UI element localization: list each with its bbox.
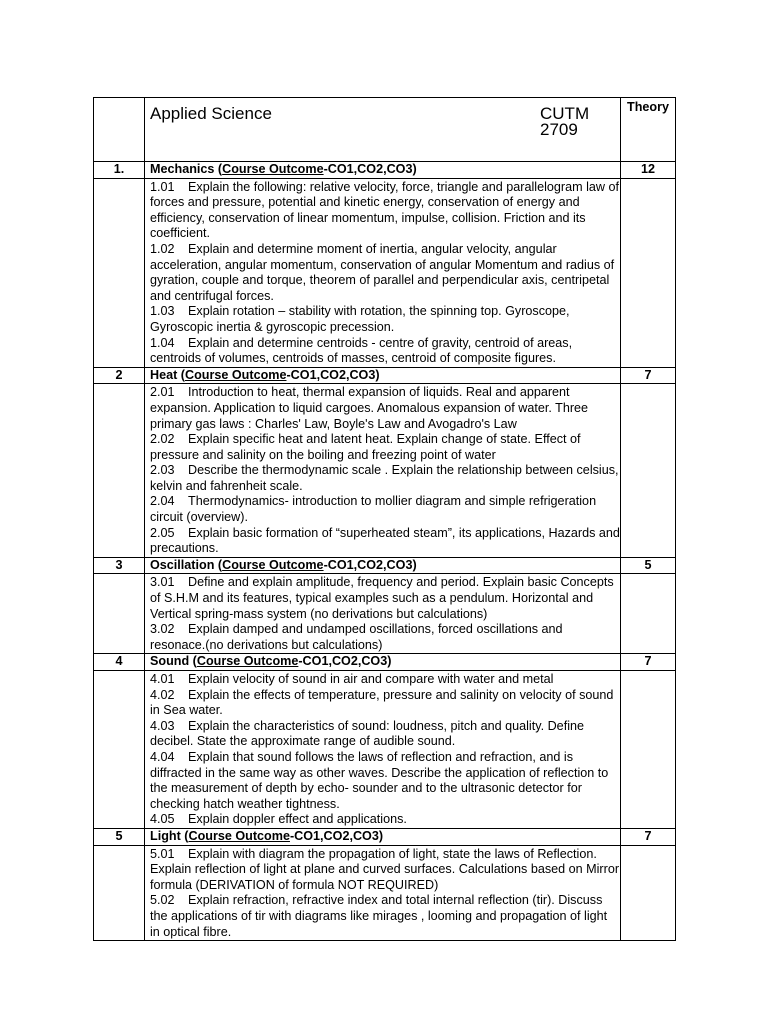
module-topic: Sound (Course Outcome-CO1,CO2,CO3) (145, 654, 621, 671)
objective-item (150, 180, 620, 242)
module-content-row (94, 384, 676, 558)
module-header-row (94, 654, 676, 671)
objective-code: 4.05 (150, 812, 175, 827)
module-items (145, 845, 621, 941)
objective-code: 1.03 (150, 304, 175, 319)
syllabus-table (93, 97, 676, 941)
objective-text: Explain the effects of temperature, pressure and salinity on velocity of sound in Sea water. (150, 687, 614, 718)
objective-text: Explain basic formation of “superheated steam”, its applications, Hazards and precautions. (150, 525, 620, 556)
objective-code: 4.03 (150, 718, 175, 733)
course-outcome-codes: -CO1,CO2,CO3) (289, 828, 384, 843)
objective-item (150, 750, 620, 812)
module-title: Light (150, 828, 181, 843)
empty-cell (621, 384, 676, 558)
module-items (145, 671, 621, 829)
objective-text: Introduction to heat, thermal expansion of liquids. Real and apparent expansion. Application to liquid cargoes. Anomalous expansion of water. Three primary gas laws : Charles' Law, Boyle's Law and Avogadro's Law (150, 385, 589, 431)
objective-text: Explain and determine centroids - centre of gravity, centroid of areas, centroids of volumes, centroids of masses, centroid of composite figures. (150, 335, 573, 366)
theory-label: Theory (621, 98, 676, 162)
module-header-row (94, 557, 676, 574)
module-hours: 12 (621, 162, 676, 179)
course-outcome-label: Course Outcome (222, 557, 324, 572)
module-header-row (94, 367, 676, 384)
objective-item (150, 304, 620, 335)
objective-code: 5.01 (150, 846, 175, 861)
objective-code: 1.04 (150, 335, 175, 350)
objective-text: Thermodynamics- introduction to mollier diagram and simple refrigeration circuit (overview). (150, 494, 597, 525)
header-title-cell (145, 98, 621, 162)
module-content-row (94, 845, 676, 941)
objective-item (150, 526, 620, 557)
objective-text: Explain velocity of sound in air and compare with water and metal (188, 672, 554, 686)
module-hours: 7 (621, 654, 676, 671)
module-header-row (94, 162, 676, 179)
empty-cell (94, 845, 145, 941)
objective-item (150, 385, 620, 432)
objective-text: Explain specific heat and latent heat. Explain change of state. Effect of pressure and salinity on the boiling and freezing point of water (150, 432, 581, 462)
module-hours: 7 (621, 367, 676, 384)
objective-text: Explain and determine moment of inertia, angular velocity, angular acceleration, angular momentum, conservation of angular Momentum and radius of gyration, couple and torque, theorem of parallel and perpendicular axis, centripetal and centrifugal forces. (150, 241, 615, 303)
module-hours: 5 (621, 557, 676, 574)
module-hours: 7 (621, 828, 676, 845)
objective-item (150, 672, 620, 688)
module-title: Mechanics (150, 162, 215, 176)
module-content-row (94, 574, 676, 654)
course-outcome-label: Course Outcome (196, 654, 299, 669)
module-number: 1. (94, 162, 145, 179)
objective-code: 4.01 (150, 672, 175, 686)
empty-cell (621, 574, 676, 654)
module-items (145, 574, 621, 654)
objective-code: 1.01 (150, 179, 175, 194)
objective-code: 4.04 (150, 749, 175, 764)
objective-code: 2.05 (150, 525, 175, 540)
course-name: Applied Science (150, 104, 272, 123)
objective-item (150, 688, 620, 719)
module-topic: Oscillation (Course Outcome-CO1,CO2,CO3) (145, 557, 621, 574)
module-content-row (94, 671, 676, 829)
module-number: 3 (94, 557, 145, 574)
course-outcome-codes: -CO1,CO2,CO3) (298, 654, 392, 669)
empty-cell (621, 178, 676, 367)
module-number: 4 (94, 654, 145, 671)
module-topic: Heat (Course Outcome-CO1,CO2,CO3) (145, 367, 621, 384)
objective-item (150, 812, 620, 828)
objective-item (150, 719, 620, 750)
course-outcome-codes: -CO1,CO2,CO3) (286, 367, 380, 382)
module-title: Heat (150, 367, 178, 382)
objective-text: Explain the characteristics of sound: loudness, pitch and quality. Define decibel. State the approximate range of audible sound. (150, 718, 584, 749)
objective-item (150, 494, 620, 525)
objective-item (150, 622, 620, 653)
objective-code: 2.04 (150, 494, 175, 509)
course-outcome-codes: -CO1,CO2,CO3) (323, 162, 417, 176)
empty-cell (94, 574, 145, 654)
empty-cell (94, 178, 145, 367)
module-items (145, 178, 621, 367)
objective-text: Describe the thermodynamic scale . Explain the relationship between celsius, kelvin and fahrenheit scale. (150, 463, 619, 493)
objective-code: 2.02 (150, 432, 175, 447)
empty-cell (94, 384, 145, 558)
module-number: 5 (94, 828, 145, 845)
header-empty-cell (94, 98, 145, 162)
objective-code: 2.03 (150, 463, 175, 478)
objective-item (150, 463, 620, 494)
objective-text: Explain rotation – stability with rotation, the spinning top. Gyroscope, Gyroscopic inertia & gyroscopic precession. (150, 304, 570, 334)
module-topic: Light (Course Outcome-CO1,CO2,CO3) (145, 828, 621, 845)
objective-code: 5.02 (150, 893, 175, 908)
objective-text: Explain that sound follows the laws of reflection and refraction, and is diffracted in the same way as other waves. Describe the application of reflection to the measurement of depth by echo- sounder and to the ultrasonic detector for checking hatch weather tightness. (150, 749, 609, 811)
empty-cell (621, 845, 676, 941)
objective-item (150, 242, 620, 304)
objective-code: 1.02 (150, 241, 175, 256)
objective-text: Explain damped and undamped oscillations, forced oscillations and resonace.(no derivations but calculations) (150, 622, 563, 652)
empty-cell (94, 671, 145, 829)
objective-item (150, 432, 620, 463)
module-title: Oscillation (150, 557, 215, 572)
course-outcome-codes: -CO1,CO2,CO3) (323, 557, 417, 572)
course-outcome-label: Course Outcome (185, 367, 287, 382)
objective-text: Define and explain amplitude, frequency and period. Explain basic Concepts of S.H.M and its features, typical examples such as a pendulum. Horizontal and Vertical spring-mass system (no derivations but calculations) (150, 575, 614, 621)
module-topic: Mechanics (Course Outcome-CO1,CO2,CO3) (145, 162, 621, 179)
objective-item (150, 847, 620, 894)
objective-code: 3.02 (150, 622, 175, 637)
module-header-row (94, 828, 676, 845)
module-title: Sound (150, 654, 190, 669)
objective-text: Explain doppler effect and applications. (188, 812, 407, 827)
objective-text: Explain the following: relative velocity, force, triangle and parallelogram law of forces and pressure, potential and kinetic energy, conservation of energy and efficiency, conservation of linear momentum, impulse, collision. Friction and its coefficient. (150, 179, 619, 241)
objective-code: 3.01 (150, 575, 175, 590)
objective-item (150, 893, 620, 940)
objective-code: 4.02 (150, 687, 175, 702)
objective-item (150, 336, 620, 367)
module-content-row (94, 178, 676, 367)
objective-text: Explain with diagram the propagation of light, state the laws of Reflection. Explain reflection of light at plane and curved surfaces. Calculations based on Mirror formula (DERIVATION of formula NOT REQUIRED) (150, 846, 620, 892)
course-code: CUTM 2709 (540, 104, 590, 139)
objective-item (150, 575, 620, 622)
course-outcome-label: Course Outcome (188, 828, 290, 843)
objective-code: 2.01 (150, 385, 175, 400)
header-row (94, 98, 676, 162)
course-outcome-label: Course Outcome (222, 162, 324, 176)
objective-text: Explain refraction, refractive index and total internal reflection (tir). Discuss the applications of tir with diagrams like mirages , looming and propagation of light in optical fibre. (150, 893, 608, 939)
module-number: 2 (94, 367, 145, 384)
module-items (145, 384, 621, 558)
empty-cell (621, 671, 676, 829)
